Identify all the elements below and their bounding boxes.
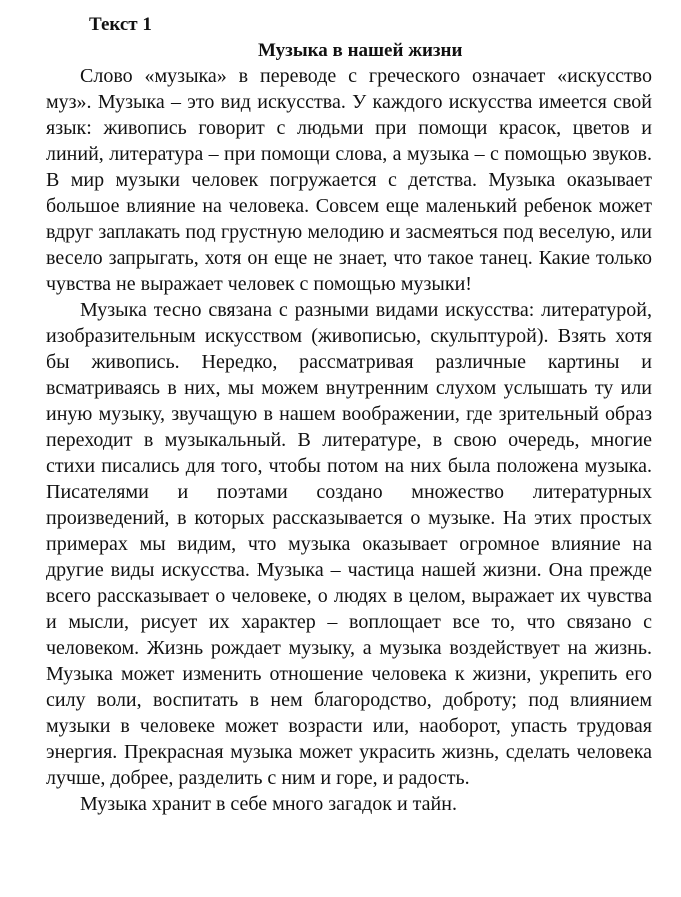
paragraph-2: Музыка тесно связана с разными видами искусства: литературой, изобразительным искусством (живописью, скульптурой). Взять хотя бы живопись. Нередко, рассматривая различные картины и всматриваясь в них, мы можем внутренним слухом услышать ту или иную музыку, звучащую в нашем воображении, где зрительный образ переходит в музыкальный. В литературе, в свою очередь, многие стихи писались для того, чтобы потом на них была положена музыка. Писателями и поэтами создано множество литературных произведений, в которых рассказывается о музыке. На этих простых примерах мы видим, что музыка оказывает огромное влияние на другие виды искусства. Музыка – частица нашей жизни. Она прежде всего рассказывает о человеке, о людях в целом, выражает их чувства и мысли, рисует их характер – воплощает все то, что связано с человеком. Жизнь рождает музыку, а музыка воздействует на жизнь. Музыка может изменить отношение человека к жизни, укрепить его силу воли, воспитать в нем благородство, доброту; под влиянием музыки в человеке может возрасти или, наоборот, упасть трудовая энергия. Прекрасная музыка может украсить жизнь, сделать человека лучше, добрее, разделить с ним и горе, и радость. [46, 299, 652, 789]
text-number-label: Текст 1 [89, 14, 152, 35]
document-body [46, 63, 652, 817]
paragraph-1: Слово «музыка» в переводе с греческого означает «искусство муз». Музыка – это вид искусства. У каждого искусства имеется свой язык: живопись говорит с людьми при помощи красок, цветов и линий, литература – при помощи слова, а музыка – с помощью звуков. В мир музыки человек погружается с детства. Музыка оказывает большое влияние на человека. Совсем еще маленький ребенок может вдруг заплакать под грустную мелодию и засмеяться под веселую, или весело запрыгать, хотя он еще не знает, что такое танец. Какие только чувства не выражает человек с помощью музыки! [46, 65, 652, 295]
paragraph-3: Музыка хранит в себе много загадок и тайн. [80, 793, 457, 815]
document-title: Музыка в нашей жизни [258, 40, 463, 61]
